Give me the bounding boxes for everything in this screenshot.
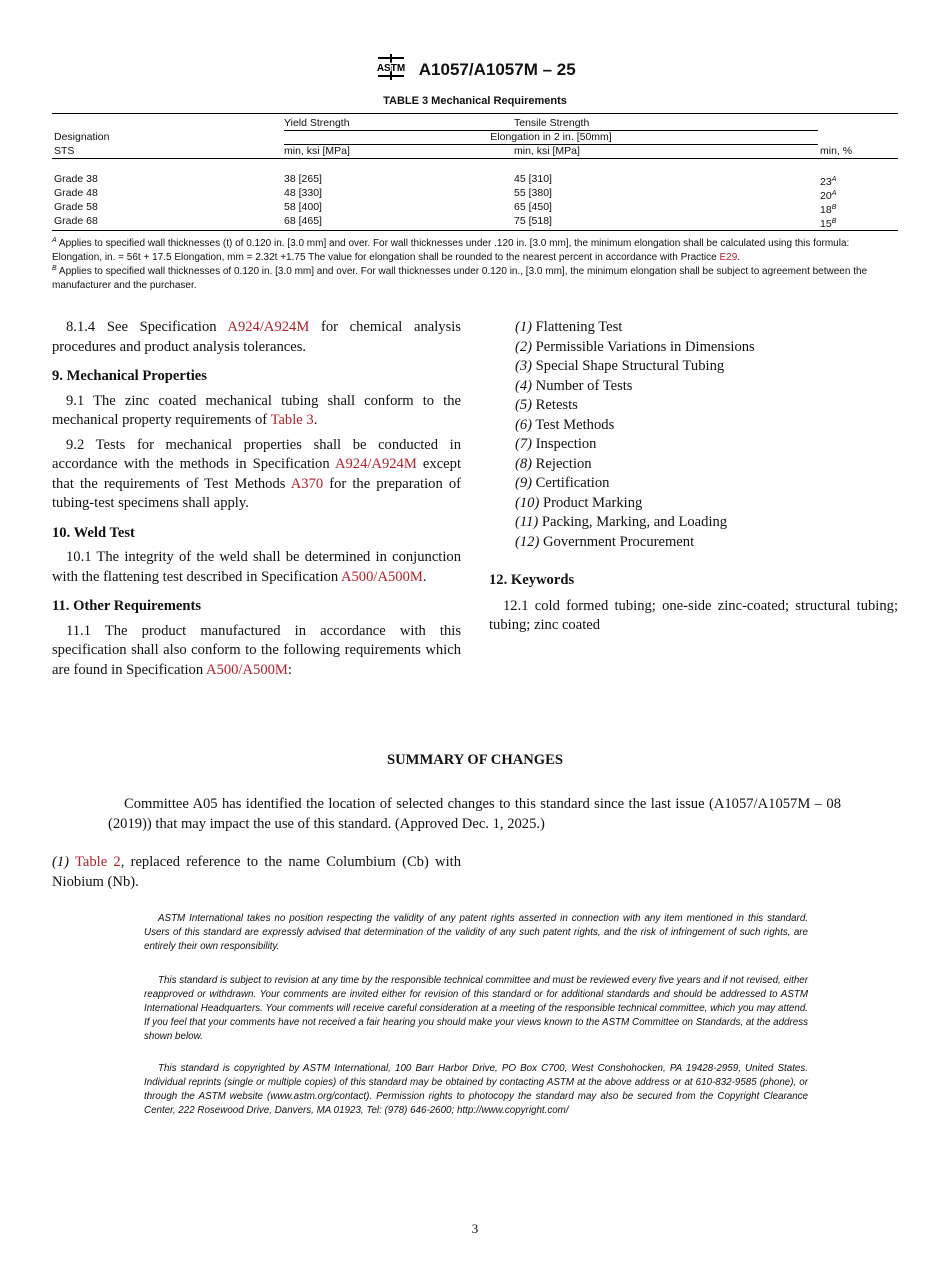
list-item: (1) Flattening Test: [515, 319, 623, 335]
list-item: (11) Packing, Marking, and Loading: [515, 514, 728, 530]
header-sts: STS: [54, 145, 75, 157]
legal-copyright-notice: This standard is copyrighted by ASTM International, 100 Barr Harbor Drive, PO Box C700, West Conshohocken, PA 19428-2959, United States. Individual reprints (single or multiple copies) of this standard may be obtained by contacting ASTM at the above address or at 610-832-9585 (phone), or through the ASTM website (www.astm.org/contact). Permission rights to photocopy the standard may also be secured from the Copyright Clearance Center, 222 Rosewood Drive, Danvers, MA 01923, Tel: (978) 646-2600; http://www.copyright.com/: [144, 1063, 808, 1116]
row-grade: Grade 68: [54, 215, 98, 227]
list-item: (9) Certification: [515, 475, 610, 491]
list-item: (5) Retests: [515, 397, 578, 413]
table-top-rule: [52, 113, 898, 114]
section-12-heading: 12. Keywords: [489, 572, 575, 588]
a500-link[interactable]: A500/A500M: [340, 568, 423, 585]
e29-link[interactable]: E29: [719, 252, 738, 263]
a500-link[interactable]: A500/A500M: [206, 661, 288, 678]
page-number: 3: [471, 1221, 479, 1236]
row-yield: 48 [330]: [284, 187, 322, 199]
header-tensile: Tensile Strength: [514, 117, 590, 129]
paragraph-10-1: 10.1 The integrity of the weld shall be determined in conjunction with the flattening test described in Specification A500/A500M.: [52, 549, 461, 585]
row-grade: Grade 58: [54, 201, 98, 213]
row-grade: Grade 48: [54, 187, 98, 199]
row-yield: 68 [465]: [284, 215, 322, 227]
table-3-link[interactable]: Table 3: [270, 412, 314, 428]
row-grade: Grade 38: [54, 173, 98, 185]
summary-title: SUMMARY OF CHANGES: [387, 752, 563, 768]
paragraph-8-1-4: 8.1.4 See Specification A924/A924M for chemical analysis procedures and product analysis tolerances.: [52, 319, 461, 355]
header-elong-unit: min, %: [820, 145, 853, 157]
summary-text: Committee A05 has identified the location of selected changes to this standard since the last issue (A1057/A1057M – 08 (2019)) that may impact the use of this standard. (Approved Dec. 1, 2025.): [108, 796, 841, 832]
a924-link[interactable]: A924/A924M: [334, 456, 417, 472]
astm-logo-text: ASTM: [377, 63, 406, 74]
row-elongation: $18^B$: [820, 204, 837, 216]
row-tensile: 45 [310]: [514, 173, 552, 185]
a924-link[interactable]: A924/A924M: [227, 319, 310, 335]
list-item: (10) Product Marking: [515, 494, 643, 511]
table-footnote-b: $^B$ Applies to specified wall thicknesses of 0.120 in. [3.0 mm] and over. For wall thicknesses under 0.120 in., [3.0 mm], the minimum elongation shall be subject to agreement between the manufacturer and the purchaser.: [52, 265, 868, 291]
list-item: (7) Inspection: [515, 436, 597, 452]
legal-patent-notice: ASTM International takes no position respecting the validity of any patent rights asserted in connection with any item mentioned in this standard. Users of this standard are expressly advised that determination of the validity of any such patent rights, and the risk of infringement of such rights, are entirely their own responsibility.: [144, 913, 808, 952]
list-item: (4) Number of Tests: [515, 377, 633, 394]
paragraph-12-1: 12.1 cold formed tubing; one-side zinc-coated; structural tubing; tubing; zinc coated: [489, 597, 898, 633]
row-elongation: $20^A$: [820, 190, 837, 202]
page-header: [0, 52, 950, 87]
header-yield: Yield Strength: [284, 117, 350, 129]
header-tensile-unit: min, ksi [MPa]: [514, 145, 580, 157]
section-11-heading: 11. Other Requirements: [52, 598, 202, 614]
right-column: [489, 318, 898, 636]
a370-link[interactable]: A370: [290, 475, 324, 492]
requirements-list: [489, 318, 898, 552]
row-tensile: 55 [380]: [514, 187, 552, 199]
left-column: [52, 318, 461, 680]
header-bottom-rule: [52, 158, 898, 159]
row-tensile: 65 [450]: [514, 201, 552, 213]
change-item: (1) Table 2, replaced reference to the name Columbium (Cb) with Niobium (Nb).: [52, 854, 461, 890]
list-item: (6) Test Methods: [515, 416, 615, 433]
paragraph-9-1: 9.1 The zinc coated mechanical tubing shall conform to the mechanical property requirements of Table 3.: [52, 392, 461, 428]
list-item: (12) Government Procurement: [515, 533, 695, 550]
legal-revision-notice: This standard is subject to revision at any time by the responsible technical committee and must be reviewed every five years and if not revised, either reapproved or withdrawn. Your comments are invited either for revision of this standard or for additional standards and should be addressed to ASTM International Headquarters. Your comments will receive careful consideration at a meeting of the responsible technical committee, which you may attend. If you feel that your comments have not received a fair hearing you should make your views known to the ASTM Committee on Standards, at the address shown below.: [144, 975, 808, 1042]
table-2-link[interactable]: Table 2: [75, 854, 121, 870]
table-footnote-a: $^A$ Applies to specified wall thicknesses (t) of 0.120 in. [3.0 mm] and over. For wall thicknesses under .120 in. [3.0 mm], the minimum elongation shall be calculated using this formula: Elongation, in. = 56t + 17.5 Elongation, mm = 2.32t +1.75 The value for elongation shall be rounded to the nearest percent in accordance with Practice E29.: [52, 237, 850, 263]
list-item: (2) Permissible Variations in Dimensions: [515, 338, 755, 355]
table-bottom-rule: [52, 230, 898, 231]
section-10-heading: 10. Weld Test: [52, 524, 135, 541]
header-designation: Designation: [54, 131, 110, 143]
section-9-heading: 9. Mechanical Properties: [52, 368, 207, 384]
paragraph-9-2: 9.2 Tests for mechanical properties shall be conducted in accordance with the methods in Specification A924/A924M except that the requirements of Test Methods A370 for the preparation of tubing-test specimens shall apply.: [52, 436, 461, 511]
document-designation: A1057/A1057M – 25: [418, 59, 576, 79]
list-item: (8) Rejection: [515, 455, 592, 472]
row-yield: 58 [400]: [284, 201, 322, 213]
row-elongation: $23^A$: [820, 176, 837, 188]
row-tensile: 75 [518]: [514, 215, 552, 227]
paragraph-11-1: 11.1 The product manufactured in accordance with this specification shall also conform to the following requirements which are found in Specification A500/A500M:: [52, 622, 461, 678]
list-item: (3) Special Shape Structural Tubing: [515, 358, 725, 374]
astm-logo-icon: [374, 52, 408, 87]
table-caption: TABLE 3 Mechanical Requirements: [383, 95, 567, 107]
row-yield: 38 [265]: [284, 173, 322, 185]
header-elongation: Elongation in 2 in. [50mm]: [490, 131, 612, 143]
header-yield-unit: min, ksi [MPa]: [284, 145, 350, 157]
row-elongation: $15^B$: [820, 218, 837, 230]
